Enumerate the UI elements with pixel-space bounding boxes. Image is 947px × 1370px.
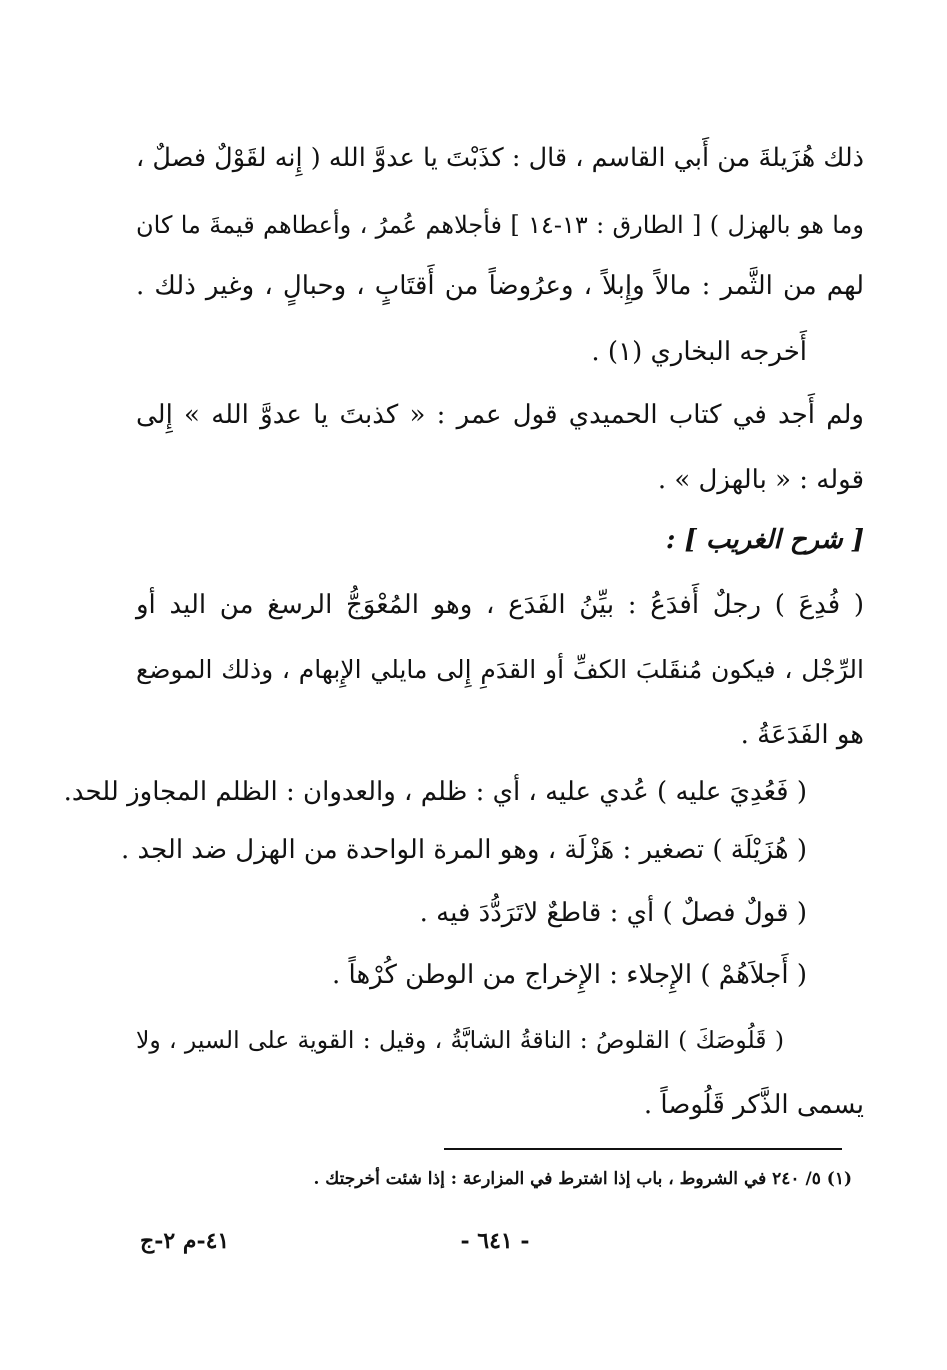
text-line-6: قوله : « بالهزل » . <box>657 465 864 495</box>
gloss-line-5: ( هُزَيْلَة ) تصغير : هَزْلَة ، وهو المرة الواحدة من الهزل ضد الجد . <box>120 835 807 865</box>
gloss-line-1: ( فُدِعَ ) رجلٌ أَفدَعُ : بيِّنُ الفَدَع ، وهو المُعْوَجُّ الرسغ من اليد أو <box>136 590 864 620</box>
gloss-line-9: يسمى الذَّكر قَلُوصاً . <box>643 1090 864 1120</box>
text-line-bukhari: أَخرجه البخاري (١) . <box>591 337 807 367</box>
footnote-divider <box>444 1148 842 1150</box>
gloss-line-2: الرِّجْل ، فيكون مُنقَلبَ الكفِّ أو القدَمِ إِلى مايلي الإِبهام ، وذلك الموضع <box>136 655 864 684</box>
text-line-1: ذلك هُزَيلةَ من أَبي القاسم ، قال : كذَبْتَ يا عدوَّ الله ( إِنه لقَوْلٌ فصلٌ ، <box>136 143 864 173</box>
gloss-line-8: ( قَلُوصَكَ ) القلوصُ : الناقةُ الشابَّةُ ، وقيل : القوية على السير ، ولا <box>136 1026 784 1054</box>
text-line-3: لهم من الثَّمر : مالاً وإِبلاً ، وعرُوضاً من أَقتَابٍ ، وحبالٍ ، وغير ذلك . <box>136 271 864 301</box>
page-number: - ٦٤١ - <box>460 1228 530 1254</box>
gloss-line-4: ( فَعُدِيَ عليه ) عُدي عليه ، أي : ظلم ، والعدوان : الظلم المجاوز للحد. <box>63 777 807 807</box>
gloss-line-7: ( أَجلاَهُمْ ) الإِجلاء : الإِخراج من الوطن كُرْهاً . <box>332 960 807 990</box>
section-heading: [ شرح الغريب ] : <box>665 525 864 555</box>
gloss-line-6: ( قولٌ فصلٌ ) أي : قاطعٌ لاتَرَدُّدَ فيه . <box>419 898 807 928</box>
text-line-2: وما هو بالهزل ) [ الطارق : ١٣-١٤ ] فأجلاهم عُمرُ ، وأعطاهم قيمةَ ما كان <box>136 211 865 239</box>
footnote: (١) ٥/ ٢٤٠ في الشروط ، باب إذا اشترط في المزارعة : إذا شئت أخرجتك . <box>313 1169 852 1189</box>
printer-signature: ٤١-م ٢-ج <box>140 1228 230 1254</box>
gloss-line-3: هو الفَدَعَةُ . <box>740 720 864 750</box>
text-line-5: ولم أَجد في كتاب الحميدي قول عمر : « كذبتَ يا عدوَّ الله » إِلى <box>136 400 864 430</box>
